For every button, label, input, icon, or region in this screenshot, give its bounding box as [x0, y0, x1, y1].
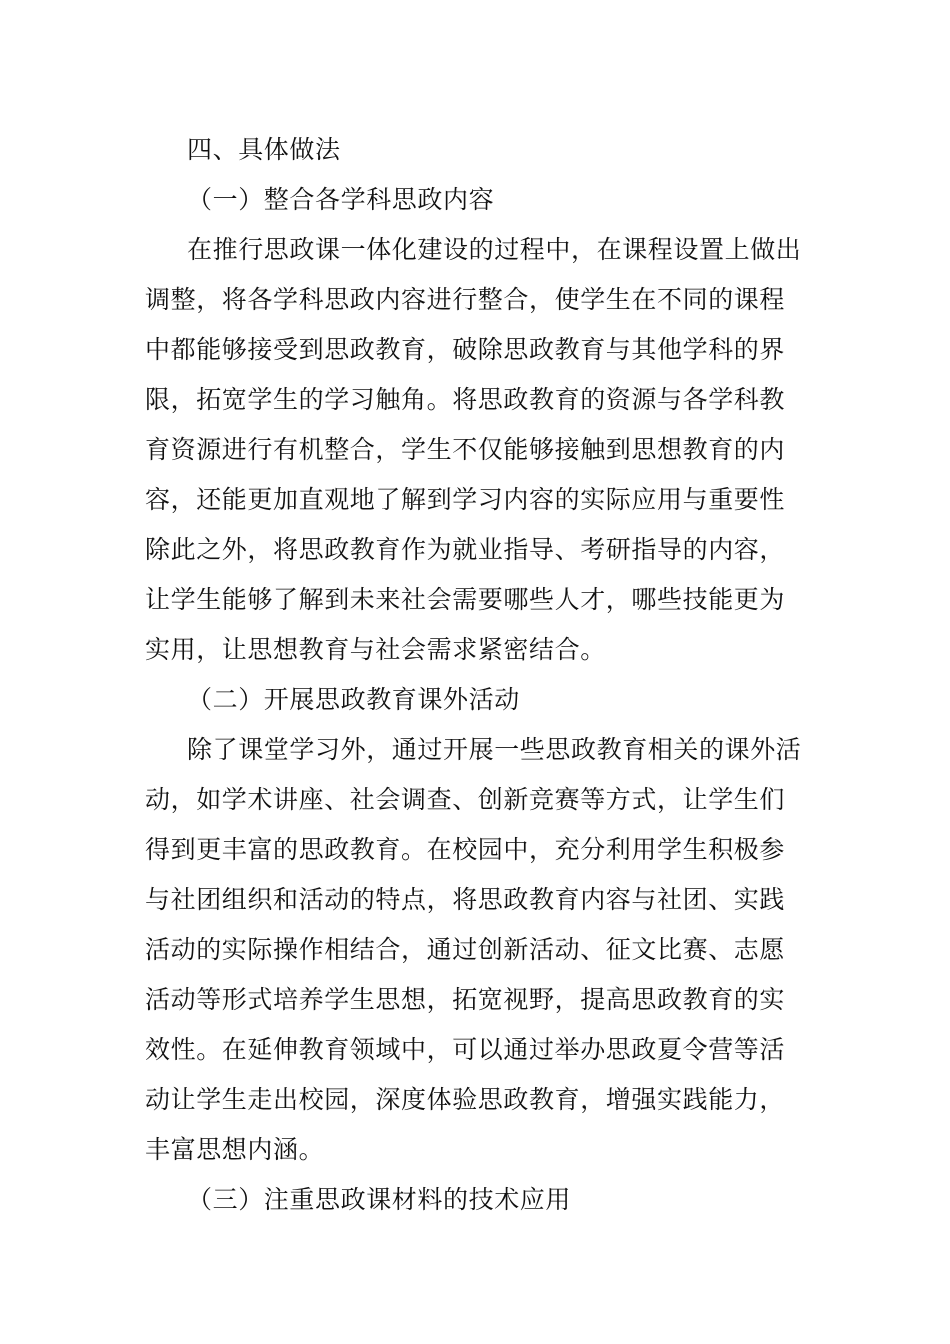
paragraph-2-line-2: 动，如学术讲座、社会调查、创新竞赛等方式，让学生们 — [145, 785, 786, 814]
paragraph-1-line-7: 除此之外，将思政教育作为就业指导、考研指导的内容， — [145, 535, 786, 564]
paragraph-1-line-9: 实用，让思想教育与社会需求紧密结合。 — [145, 635, 606, 664]
paragraph-2-line-7: 效性。在延伸教育领域中，可以通过举办思政夏令营等活 — [145, 1035, 786, 1064]
paragraph-1-line-2: 调整，将各学科思政内容进行整合，使学生在不同的课程 — [145, 285, 786, 314]
paragraph-1-line-6: 容，还能更加直观地了解到学习内容的实际应用与重要性 — [145, 485, 786, 514]
paragraph-1-line-4: 限，拓宽学生的学习触角。将思政教育的资源与各学科教 — [145, 385, 786, 414]
subheading-2: （二）开展思政教育课外活动 — [187, 685, 520, 714]
paragraph-1-line-3: 中都能够接受到思政教育，破除思政教育与其他学科的界 — [145, 335, 786, 364]
paragraph-2-line-6: 活动等形式培养学生思想，拓宽视野，提高思政教育的实 — [145, 985, 786, 1014]
paragraph-2-line-9: 丰富思想内涵。 — [145, 1135, 325, 1164]
paragraph-1-line-1: 在推行思政课一体化建设的过程中，在课程设置上做出 — [187, 235, 802, 264]
subheading-3: （三）注重思政课材料的技术应用 — [187, 1185, 572, 1214]
paragraph-2-line-3: 得到更丰富的思政教育。在校园中，充分利用学生积极参 — [145, 835, 786, 864]
paragraph-1-line-8: 让学生能够了解到未来社会需要哪些人才，哪些技能更为 — [145, 585, 786, 614]
section-heading: 四、具体做法 — [187, 135, 341, 164]
paragraph-2-line-1: 除了课堂学习外，通过开展一些思政教育相关的课外活 — [187, 735, 802, 764]
paragraph-2-line-4: 与社团组织和活动的特点，将思政教育内容与社团、实践 — [145, 885, 786, 914]
paragraph-2-line-8: 动让学生走出校园，深度体验思政教育，增强实践能力， — [145, 1085, 786, 1114]
paragraph-1-line-5: 育资源进行有机整合，学生不仅能够接触到思想教育的内 — [145, 435, 786, 464]
paragraph-2-line-5: 活动的实际操作相结合，通过创新活动、征文比赛、志愿 — [145, 935, 786, 964]
subheading-1: （一）整合各学科思政内容 — [187, 185, 495, 214]
